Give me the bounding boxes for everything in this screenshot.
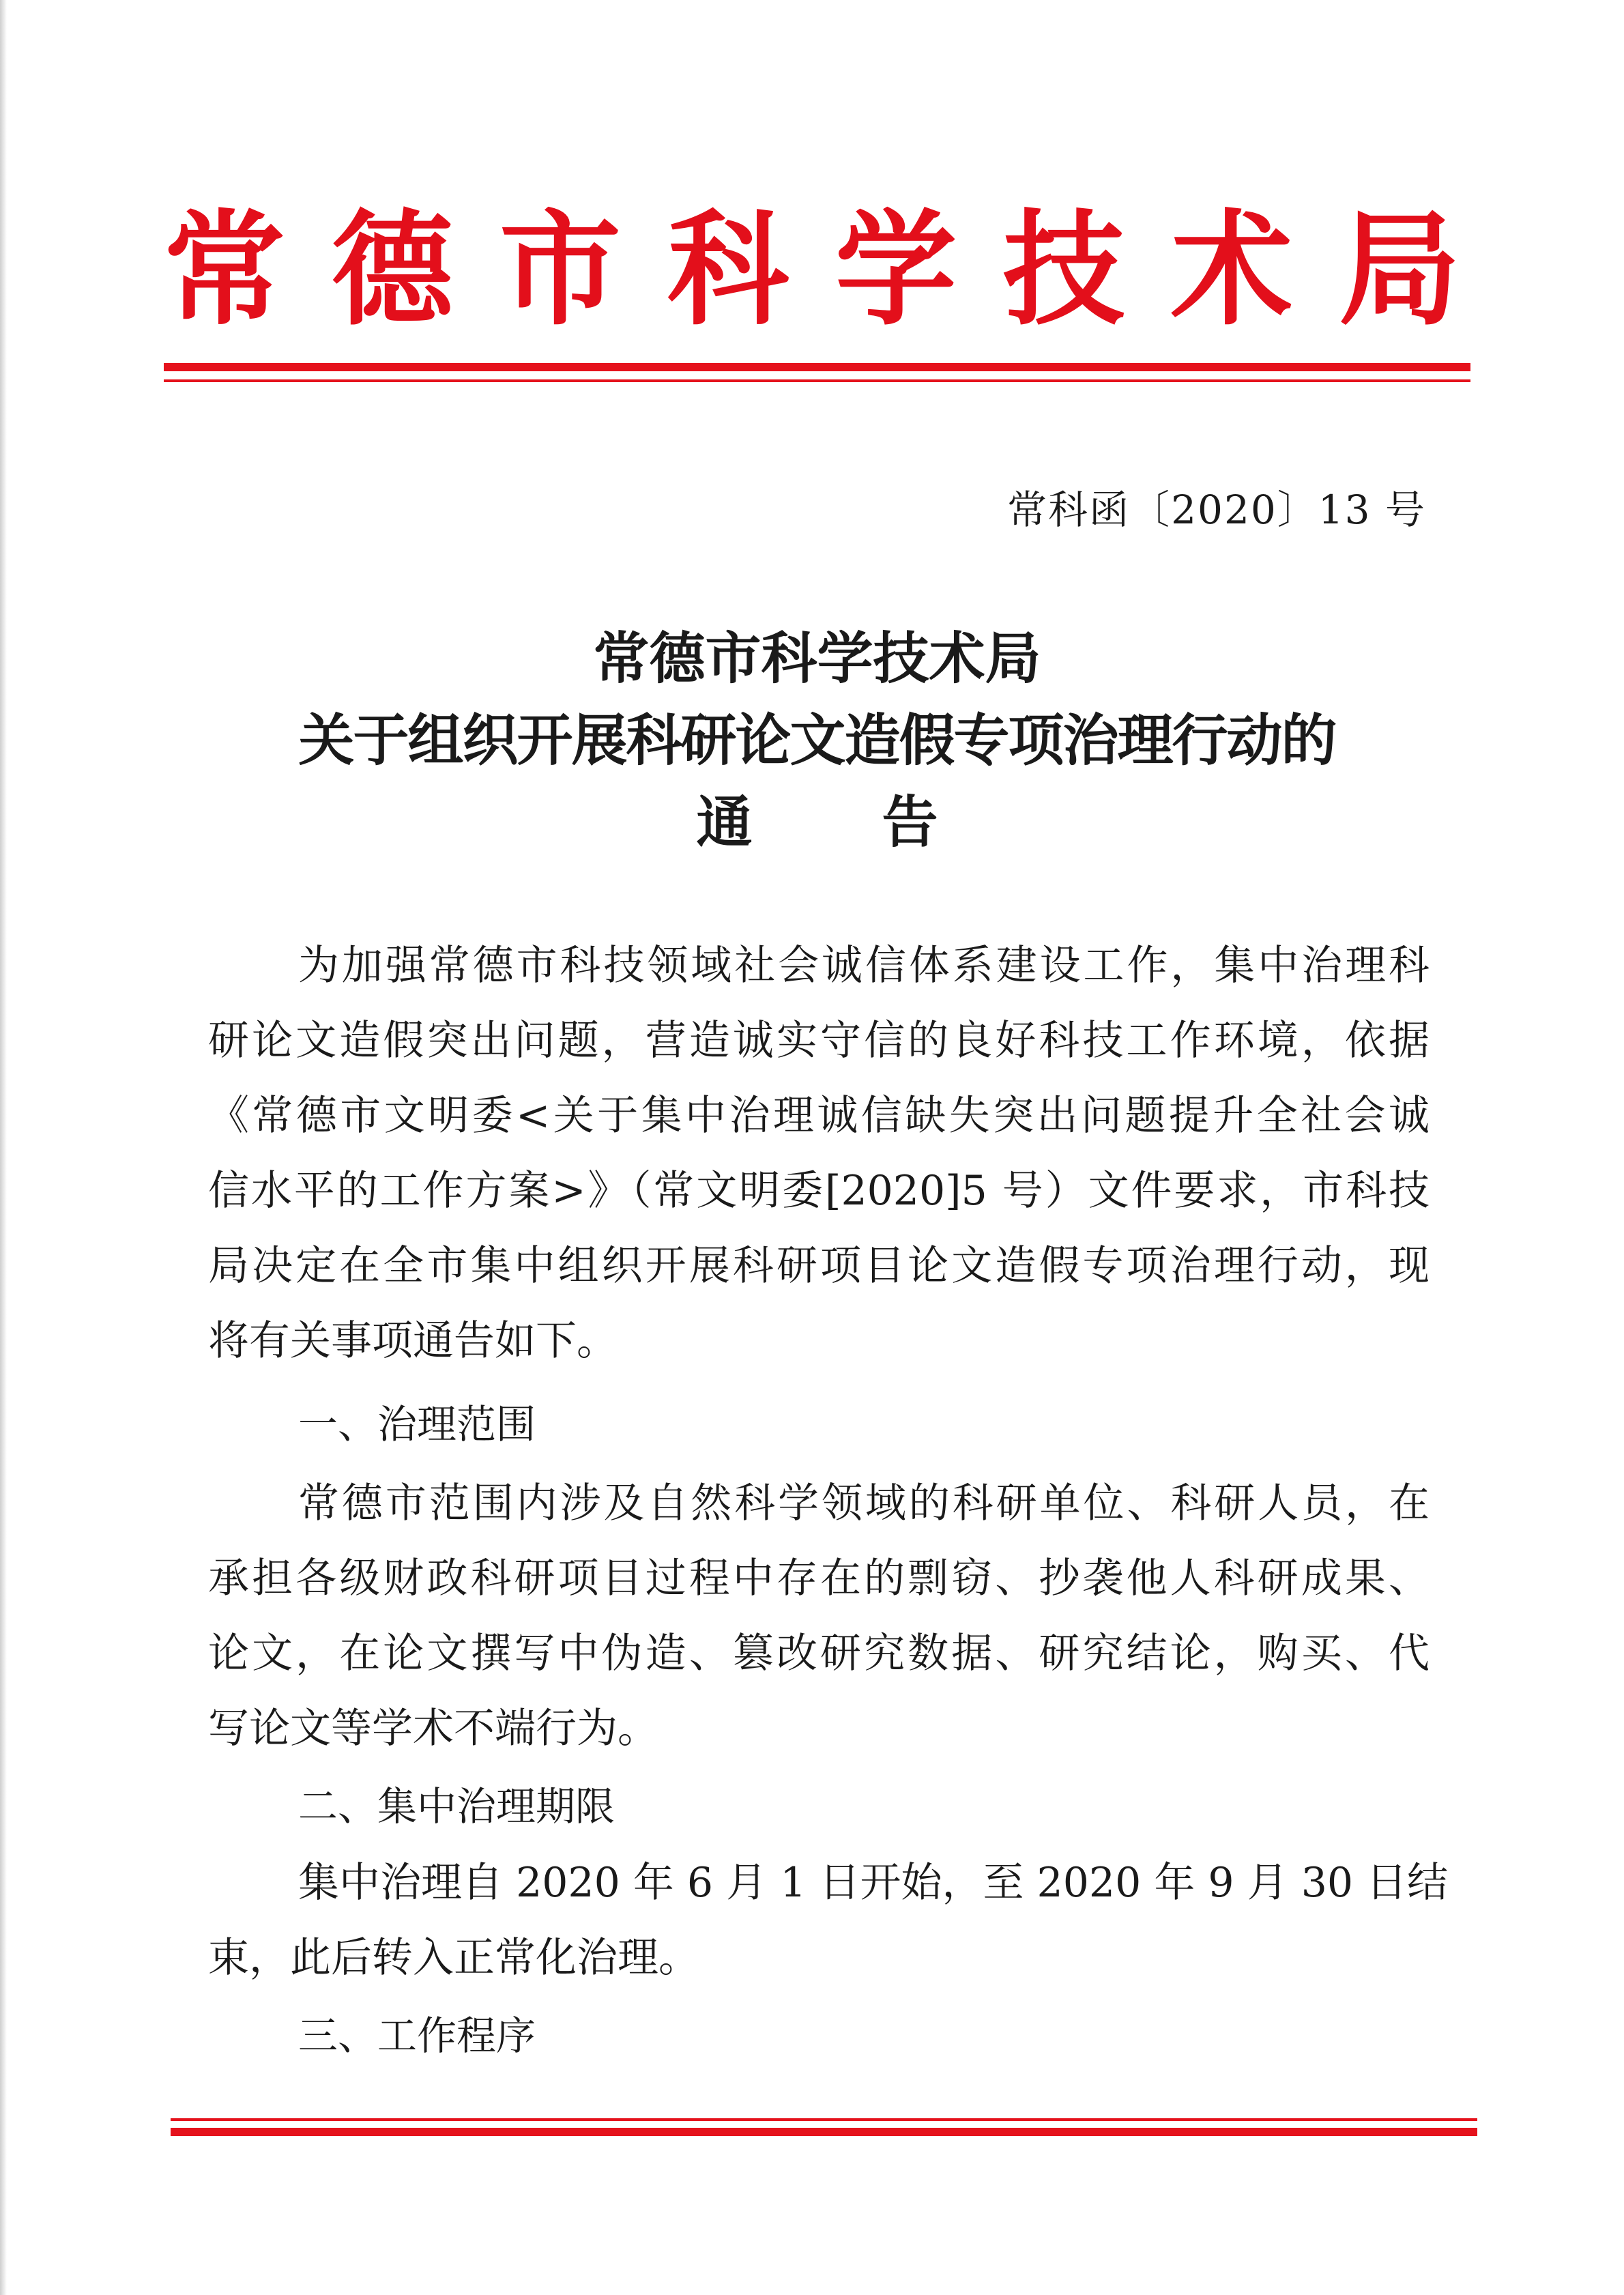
org-name-char: 市: [499, 196, 621, 343]
footer-divider-thick: [171, 2128, 1477, 2136]
title-line-3: 通告: [696, 790, 1068, 855]
org-name-char: 学: [835, 196, 957, 343]
footer-divider-thin: [171, 2118, 1477, 2121]
body-text-line: 常德市范围内涉及自然科学领域的科研单位、科研人员，在: [298, 1480, 1430, 1527]
body-text-line: 信水平的工作方案>》（常文明委[2020]5 号）文件要求，市科技: [208, 1167, 1430, 1215]
body-text-line: 将有关事项通告如下。: [208, 1317, 618, 1365]
issuing-organization-header: [164, 194, 1460, 345]
org-name-char: 科: [667, 196, 789, 343]
body-text-line: 写论文等学术不端行为。: [208, 1705, 658, 1752]
body-text-line: 集中治理自 2020 年 6 月 1 日开始，至 2020 年 9 月 30 日结: [298, 1859, 1449, 1907]
header-divider-thin: [164, 379, 1470, 382]
document-number: 常科函〔2020〕13 号: [1007, 487, 1426, 533]
body-text-line: 承担各级财政科研项目过程中存在的剽窃、抄袭他人科研成果、: [208, 1555, 1430, 1602]
org-name-char: 术: [1171, 196, 1292, 343]
body-text-line: 《常德市文明委<关于集中治理诚信缺失突出问题提升全社会诚: [208, 1092, 1430, 1140]
org-name-char: 德: [332, 196, 453, 343]
section-heading: 一、治理范围: [298, 1401, 536, 1447]
org-name-char: 技: [1003, 196, 1125, 343]
header-divider-thick: [164, 363, 1470, 371]
body-text-line: 为加强常德市科技领域社会诚信体系建设工作，集中治理科: [298, 942, 1430, 990]
section-heading: 二、集中治理期限: [298, 1783, 615, 1830]
title-line-1: 常德市科学技术局: [593, 626, 1041, 691]
page-edge-shadow: [0, 0, 7, 2295]
body-text-line: 束，此后转入正常化治理。: [208, 1934, 699, 1982]
org-name-char: 常: [164, 196, 285, 343]
body-text-line: 论文，在论文撰写中伪造、篡改研究数据、研究结论，购买、代: [208, 1630, 1430, 1677]
title-line-2: 关于组织开展科研论文造假专项治理行动的: [298, 708, 1336, 773]
section-heading: 三、工作程序: [298, 2012, 536, 2059]
body-text-line: 局决定在全市集中组织开展科研项目论文造假专项治理行动，现: [208, 1242, 1430, 1290]
body-text-line: 研论文造假突出问题，营造诚实守信的良好科技工作环境，依据: [208, 1017, 1430, 1065]
org-name-char: 局: [1339, 196, 1460, 343]
